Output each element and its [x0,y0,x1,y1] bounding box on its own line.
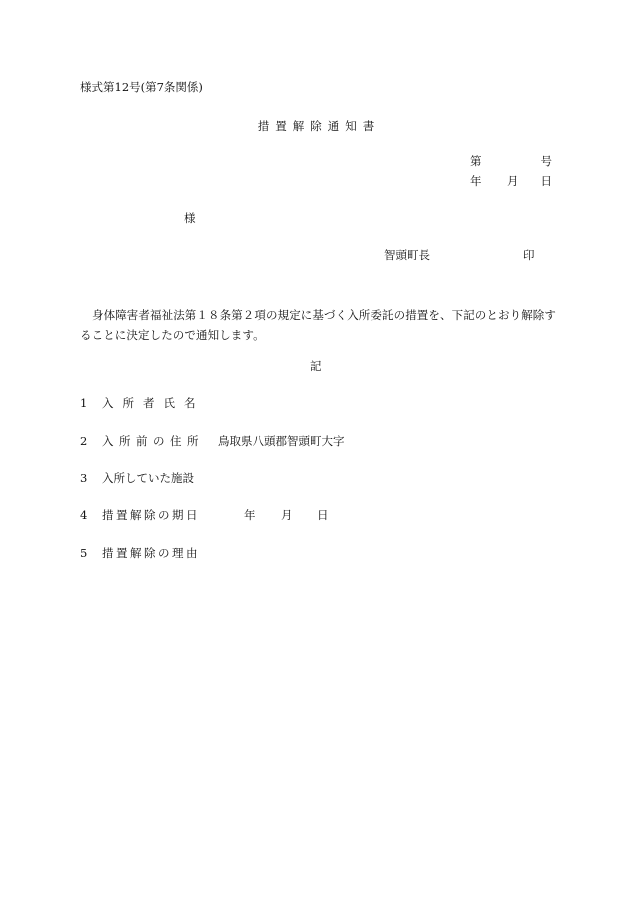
body-text: 身体障害者福祉法第１８条第２項の規定に基づく入所委託の措置を、下記のとおり解除することに決定したので通知します。 [80,308,556,342]
issue-date-month: 月 [507,174,519,188]
item-number: 4 [80,508,88,522]
addressee-suffix: 様 [184,211,196,225]
item-number: 2 [80,434,88,448]
seal-mark: 印 [523,248,535,262]
item-previous-address [80,434,345,448]
item-number: 5 [80,546,88,560]
sender-name: 智頭町長 [384,248,430,262]
item-cancellation-reason [80,548,200,560]
form-number: 様式第12号(第7条関係) [80,80,203,94]
reference-dai: 第 [470,154,482,168]
item-value: 鳥取県八頭郡智頭町大字 [218,434,345,448]
document-title: 措置解除通知書 [257,119,381,133]
item-label: 入所していた施設 [102,471,194,485]
item-label: 入所者氏名 [102,396,205,410]
item-cancellation-date [80,508,329,522]
item-resident-name [80,398,205,410]
reference-go: 号 [540,154,552,168]
item-number: 1 [80,396,88,410]
item-date-month: 月 [281,508,293,522]
issue-date-day: 日 [540,174,552,188]
item-facility [80,473,194,485]
item-number: 3 [80,471,88,485]
item-date-day: 日 [317,508,329,522]
item-label: 措置解除の期日 [102,508,200,522]
issue-date-year: 年 [470,174,482,188]
ki-heading: 記 [310,359,322,373]
item-label: 入所前の住所 [102,434,204,448]
item-date-year: 年 [244,508,256,522]
item-label: 措置解除の理由 [102,546,200,560]
